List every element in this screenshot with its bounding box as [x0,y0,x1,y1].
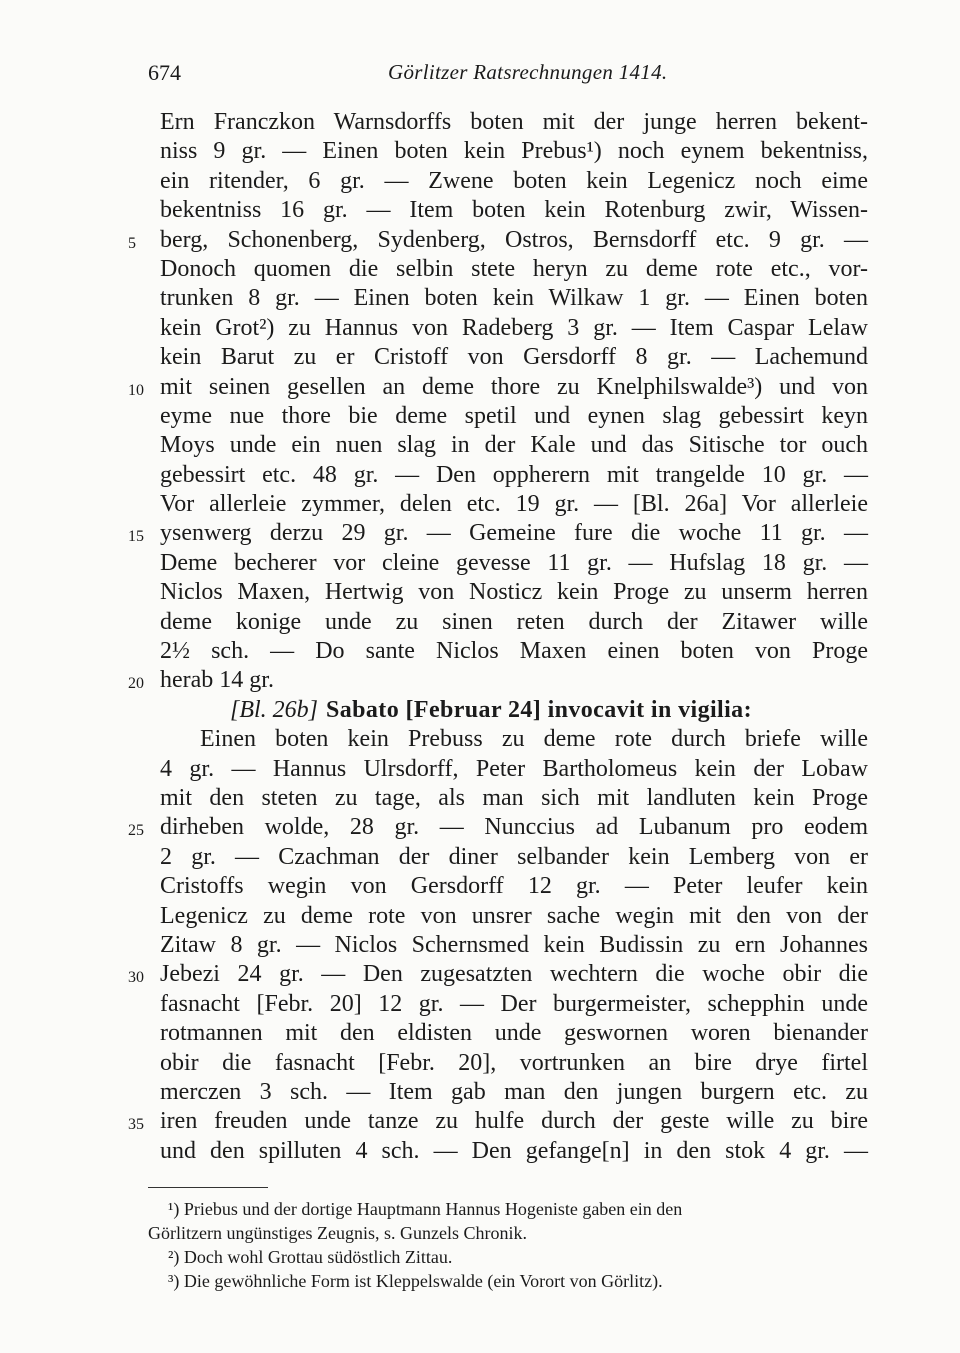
folio-reference: [Bl. 26b] [230,696,319,723]
line-text: Jebezi 24 gr. — Den zugesatzten wechtern die woche obir die [160,961,868,988]
line-text: Donoch quomen die selbin stete heryn zu deme rote etc., vor- [160,255,868,282]
line-text: obir die fasnacht [Febr. 20], vortrunken an bire drye firtel [160,1049,868,1076]
line-number: 20 [128,675,144,693]
line-text: Vor allerleie zymmer, delen etc. 19 gr. — [Bl. 26a] Vor allerleie [160,491,868,518]
line-text: deme konige unde zu sinen reten durch der Zitawer wille [160,608,868,635]
line-number: 25 [128,822,144,840]
line-text: rotmannen mit den eldisten unde geswornen woren bienander [160,1020,868,1047]
text-line [0,226,960,255]
line-text: herab 14 gr. [160,667,274,694]
text-line [0,490,960,519]
line-text: 4 gr. — Hannus Ulrsdorff, Peter Bartholomeus kein der Lobaw [160,755,868,782]
line-text: bekentniss 16 gr. — Item boten kein Rotenburg zwir, Wissen- [160,197,868,224]
text-line [0,314,960,343]
text-line [0,1137,960,1166]
line-text: Ern Franczkon Warnsdorffs boten mit der junge herren bekent- [160,109,868,135]
text-line [0,108,960,137]
text-line [0,813,960,842]
line-text: Niclos Maxen, Hertwig von Nosticz kein Proge zu unserm herren [160,579,868,606]
body-text [0,108,960,1166]
footnote [0,1198,960,1222]
line-text: trunken 8 gr. — Einen boten kein Wilkaw 1 gr. — Einen boten [160,285,868,312]
footnote-text: ¹) Priebus und der dortige Hauptmann Hannus Hogeniste gaben ein den [168,1199,683,1219]
text-line [0,608,960,637]
heading-text: Sabato [Februar 24] invocavit in vigilia: [326,696,752,723]
line-text: Einen boten kein Prebuss zu deme rote durch briefe wille [200,726,868,753]
line-text: merczen 3 sch. — Item gab man den jungen burgern etc. zu [160,1078,868,1105]
line-text: Moys unde ein nuen slag in der Kale und das Sitische tor ouch [160,432,868,459]
text-line [0,167,960,196]
text-line [0,1019,960,1048]
section-heading [0,696,960,725]
line-number: 5 [128,234,136,252]
line-text: berg, Schonenberg, Sydenberg, Ostros, Bernsdorff etc. 9 gr. — [160,226,868,253]
line-text: Cristoffs wegin von Gersdorff 12 gr. — Peter leufer kein [160,873,868,900]
line-text: Zitaw 8 gr. — Niclos Schernsmed kein Budissin zu ern Johannes [160,931,868,958]
line-number: 10 [128,381,144,399]
text-line [0,137,960,166]
line-text: Deme becherer vor cleine gevesse 11 gr. — Hufslag 18 gr. — [160,549,868,576]
text-line [0,343,960,372]
line-text: und den spilluten 4 sch. — Den gefange[n] in den stok 4 gr. — [160,1137,868,1164]
text-line [0,402,960,431]
text-line [0,373,960,402]
text-line [0,637,960,666]
line-text: fasnacht [Febr. 20] 12 gr. — Der burgermeister, schepphin unde [160,990,868,1017]
line-number: 35 [128,1116,144,1134]
text-line [0,666,960,695]
text-line [0,519,960,548]
footnote [0,1270,960,1294]
line-number: 15 [128,528,144,546]
footnote-rule [148,1187,268,1188]
running-title: Görlitzer Ratsrechnungen 1414. [388,60,668,84]
text-line [0,990,960,1019]
text-line [0,843,960,872]
line-text: Legenicz zu deme rote von unsrer sache wegin mit den von der [160,902,868,929]
footnote-text: ³) Die gewöhnliche Form ist Kleppelswalde (ein Vorort von Görlitz). [168,1271,663,1291]
line-text: gebessirt etc. 48 gr. — Den oppherern mit trangelde 10 gr. — [160,461,868,488]
text-line [0,725,960,754]
text-line [0,1049,960,1078]
text-line [0,960,960,989]
text-line [0,931,960,960]
text-line [0,578,960,607]
line-text: ysenwerg derzu 29 gr. — Gemeine fure die woche 11 gr. — [160,520,868,547]
footnotes [0,1198,960,1294]
text-line [0,255,960,284]
text-line [0,784,960,813]
line-text: 2 gr. — Czachman der diner selbander kein Lemberg von er [160,843,868,870]
line-text: dirheben wolde, 28 gr. — Nunccius ad Lubanum pro eodem [160,814,868,841]
line-text: mit seinen gesellen an deme thore zu Knelphilswalde³) und von [160,373,868,400]
line-text: niss 9 gr. — Einen boten kein Prebus¹) noch eynem bekentniss, [160,138,868,165]
text-line [0,549,960,578]
line-text: mit den steten zu tage, als man sich mit landluten kein Proge [160,784,868,811]
line-text: iren freuden unde tanze zu hulfe durch der geste wille zu bire [160,1108,868,1135]
line-text: eyme nue thore bie deme spetil und eynen slag gebessirt keyn [160,402,868,429]
text-line [0,1078,960,1107]
page-number: 674 [148,60,181,85]
footnote [0,1222,960,1246]
text-line [0,461,960,490]
text-line [0,431,960,460]
footnote-text: ²) Doch wohl Grottau südöstlich Zittau. [168,1247,453,1267]
text-line [0,1107,960,1136]
text-line [0,902,960,931]
line-text: 2½ sch. — Do sante Niclos Maxen einen boten von Proge [160,638,868,665]
line-text: ein ritender, 6 gr. — Zwene boten kein Legenicz noch eime [160,167,868,194]
footnote [0,1246,960,1270]
footnote-text: Görlitzern ungünstiges Zeugnis, s. Gunzels Chronik. [148,1223,527,1243]
text-line [0,755,960,784]
text-line [0,872,960,901]
line-text: kein Barut zu er Cristoff von Gersdorff 8 gr. — Lachemund [160,344,868,371]
page-header [0,60,960,90]
text-line [0,284,960,313]
line-number: 30 [128,969,144,987]
text-line [0,196,960,225]
line-text: kein Grot²) zu Hannus von Radeberg 3 gr. — Item Caspar Lelaw [160,314,868,341]
